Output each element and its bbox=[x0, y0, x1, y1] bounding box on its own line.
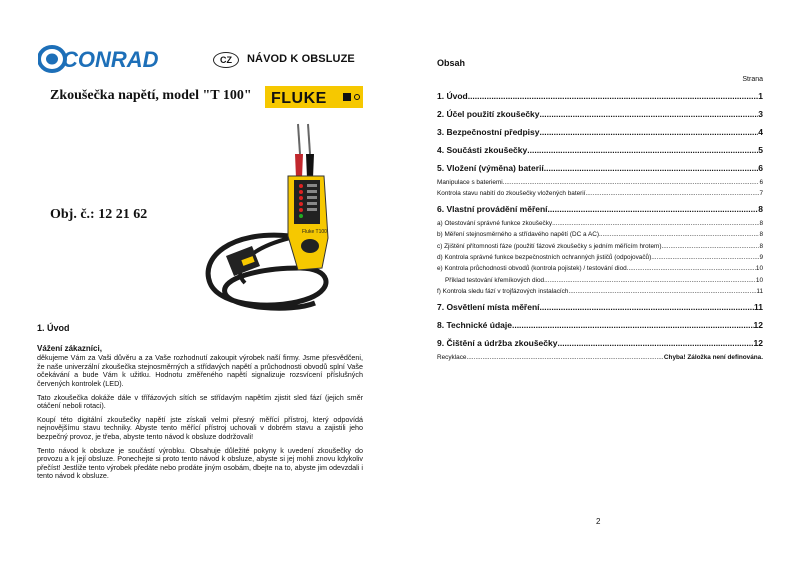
intro-greeting: Vážení zákazníci, bbox=[37, 343, 102, 353]
toc-entry-8[interactable]: 8. Technické údaje ..... 12 bbox=[437, 316, 763, 334]
product-title: Zkoušečka napětí, model "T 100" bbox=[50, 88, 252, 103]
toc-heading: Obsah bbox=[437, 58, 466, 68]
toc-subentry[interactable]: Příklad testování křemíkových diod ..... 10 bbox=[437, 275, 763, 286]
toc-subentry[interactable]: Kontrola stavu nabití do zkoušečky vložených baterií ..... 7 bbox=[437, 188, 763, 199]
toc-entry-7[interactable]: 7. Osvětlení místa měření ..... 11 bbox=[437, 298, 763, 316]
intro-section bbox=[37, 324, 363, 486]
manual-title: NÁVOD K OBSLUZE bbox=[247, 53, 355, 65]
intro-paragraph: děkujeme Vám za Vaši důvěru a za Vaše rozhodnutí zakoupit výrobek naší firmy. Jsme přesvědčeni, že naše univerzální zkoušečka stejnosměrných a střídavých napětí a průchodnosti obvodů splní Vaše očekávání a bude Vám k užitku. Hodnotu změřeného napětí signalizuje rozsvícení příslušných červených kontrolek (LED). bbox=[37, 353, 363, 388]
page-number: 2 bbox=[596, 517, 601, 526]
intro-paragraph: Tato zkoušečka dokáže dále v třífázových sítích se střídavým napětím zjistit sled fází (jejich směr otáčení neboli rotaci). bbox=[37, 392, 363, 411]
fluke-logo bbox=[265, 86, 363, 108]
voltage-tester-image bbox=[190, 118, 340, 318]
toc-page-column-label: Strana bbox=[742, 76, 763, 83]
toc-subentry[interactable]: f) Kontrola sledu fází v trojfázových instalacích ..... 11 bbox=[437, 286, 763, 297]
conrad-logo-text: CONRAD bbox=[62, 47, 159, 72]
toc-subentry[interactable]: Manipulace s bateriemi ..... 6 bbox=[437, 177, 763, 188]
tester-model-label: Fluke T100 bbox=[302, 229, 327, 235]
toc-entry-2[interactable]: 2. Účel použití zkoušečky ..... 3 bbox=[437, 105, 763, 123]
table-of-contents bbox=[437, 58, 763, 363]
toc-entry-3[interactable]: 3. Bezpečnostní předpisy ..... 4 bbox=[437, 123, 763, 141]
language-badge: CZ bbox=[213, 52, 239, 68]
toc-subentry[interactable]: b) Měření stejnosměrného a střídavého napětí (DC a AC) ..... 8 bbox=[437, 229, 763, 240]
toc-subentry[interactable]: a) Otestování správné funkce zkoušečky ..... 8 bbox=[437, 218, 763, 229]
toc-entry-4[interactable]: 4. Součásti zkoušečky ..... 5 bbox=[437, 141, 763, 159]
toc-subentry-recyklace[interactable]: Recyklace ..... Chyba! Záložka není definována. bbox=[437, 352, 763, 363]
toc-subentry[interactable]: e) Kontrola průchodnosti obvodů (kontrola pojistek) / testování diod ..... 10 bbox=[437, 263, 763, 274]
intro-paragraph: Tento návod k obsluze je součástí výrobku. Obsahuje důležité pokyny k uvedení zkoušečky do provozu a k její obsluze. Ponechejte si proto tento návod k obsluze, abyste si jej mohli znovu kdykoliv přečíst! Jestliže tento výrobek předáte nebo prodáte jiným osobám, dbejte na to, abyste jim odevzdali i tento návod k obsluze. bbox=[37, 445, 363, 481]
fluke-logo-text: FLUKE bbox=[271, 90, 327, 107]
conrad-logo bbox=[38, 44, 178, 74]
intro-paragraph: Koupí této digitální zkoušečky napětí jste získali velmi přesný měřící přístroj, který odpovídá nejnovějšímu stavu techniky. Abyste tento měřící přístroj uchovali v dobrém stavu a zajistili jeho bezpečný provoz, je třeba, abyste tento návod k obsluze dodržovali! bbox=[37, 414, 363, 441]
intro-heading: 1. Úvod bbox=[37, 323, 70, 333]
order-number: Obj. č.: 12 21 62 bbox=[50, 207, 148, 222]
toc-entry-6[interactable]: 6. Vlastní provádění měření ..... 8 bbox=[437, 200, 763, 218]
toc-entry-1[interactable]: 1. Úvod ..... 1 bbox=[437, 87, 763, 105]
toc-entry-5[interactable]: 5. Vložení (výměna) baterií ..... 6 bbox=[437, 159, 763, 177]
toc-subentry[interactable]: c) Zjištění přítomnosti fáze (použití fázové zkoušečky s jedním měřícím hrotem) ..... 8 bbox=[437, 241, 763, 252]
toc-subentry[interactable]: d) Kontrola správné funkce bezpečnostních ochranných jističů (odpojovačů) ..... 9 bbox=[437, 252, 763, 263]
toc-entry-9[interactable]: 9. Čištění a údržba zkoušečky ..... 12 bbox=[437, 334, 763, 352]
